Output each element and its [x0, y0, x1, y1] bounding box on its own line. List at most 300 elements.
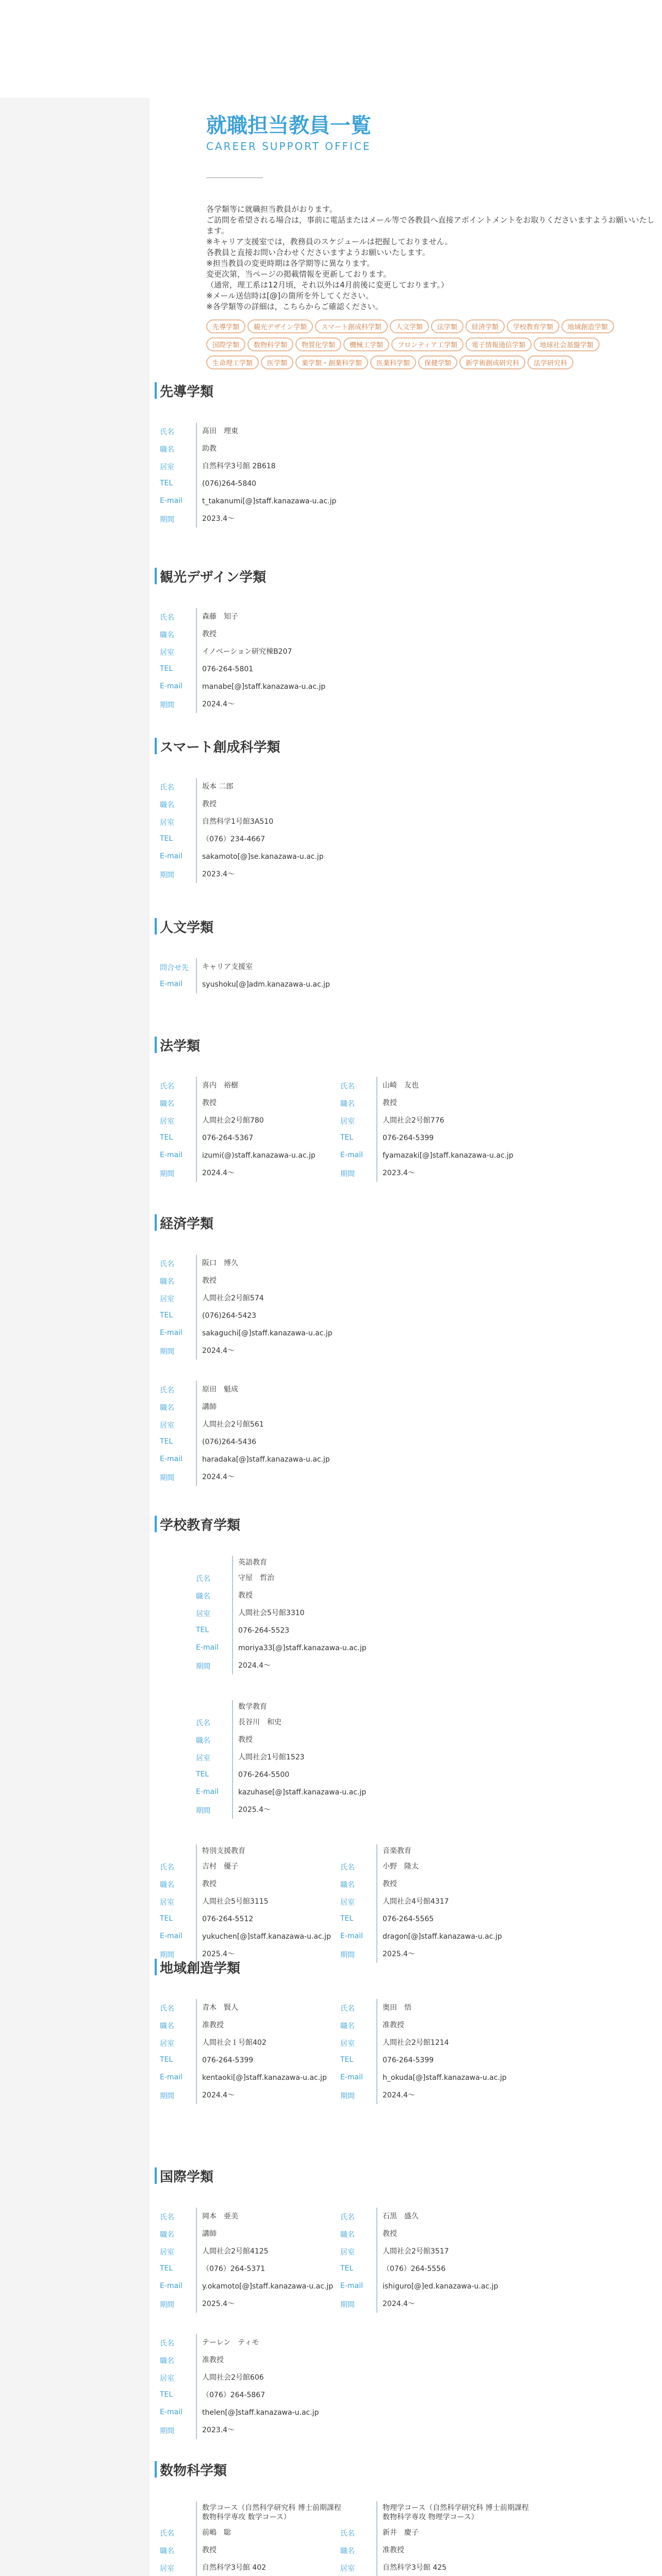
field-label: TEL — [160, 1133, 173, 1142]
title-value: 准教授 — [196, 2351, 351, 2369]
info-row — [160, 958, 351, 976]
period-value: 2023.4～ — [376, 1164, 531, 1182]
title-value: 准教授 — [376, 2541, 531, 2559]
department-tag-link[interactable]: 先導学類 — [206, 319, 245, 333]
email-value[interactable]: h_okuda[@]staff.kanazawa-u.ac.jp — [376, 2069, 531, 2087]
name-value: 髙田 理東 — [196, 422, 351, 440]
period-value: 2024.4～ — [196, 696, 351, 713]
email-value[interactable]: kazuhase[@]staff.kanazawa-u.ac.jp — [232, 1784, 387, 1801]
field-label: 期間 — [160, 1170, 174, 1178]
info-row — [196, 1657, 387, 1674]
teacher-card — [160, 2334, 351, 2439]
field-label: 氏名 — [160, 2213, 174, 2222]
field-label: 居室 — [160, 2565, 174, 2573]
info-row — [160, 2295, 351, 2313]
info-row — [160, 848, 351, 866]
tel-value: （076）264-5867 — [196, 2386, 351, 2404]
field-label: 氏名 — [196, 1719, 210, 1727]
info-row — [160, 493, 351, 510]
name-value: 長谷川 和史 — [232, 1714, 387, 1731]
field-label: 職名 — [196, 1737, 210, 1745]
email-value[interactable]: sakamoto[@]se.kanazawa-u.ac.jp — [196, 848, 351, 866]
name-value: テーレン ティモ — [196, 2334, 351, 2351]
name-value: 石黒 盛久 — [376, 2208, 531, 2225]
room-value: 人間社会4号館4317 — [376, 1893, 531, 1910]
field-label: 居室 — [196, 1610, 210, 1618]
teacher-card — [340, 2501, 531, 2576]
department-tag-link[interactable]: 経済学類 — [466, 319, 505, 333]
field-label: 居室 — [340, 2040, 355, 2048]
room-value: 人間社会5号館3310 — [232, 1604, 387, 1622]
info-row — [340, 2016, 531, 2034]
department-tag-link[interactable]: 数物科学類 — [247, 337, 293, 351]
field-label: 居室 — [196, 1754, 210, 1762]
info-row — [340, 1164, 531, 1182]
period-value: 2024.4～ — [376, 2295, 531, 2313]
title-value: 准教授 — [196, 2016, 351, 2034]
department-tag-link[interactable]: 物質化学類 — [295, 337, 341, 351]
field-label: TEL — [160, 2264, 173, 2273]
department-tag-link[interactable]: 地球社会基盤学類 — [534, 337, 600, 351]
field-label: 居室 — [160, 1295, 174, 1303]
info-row — [160, 696, 351, 713]
field-label: 職名 — [160, 1404, 174, 1412]
info-row — [160, 510, 351, 528]
intro-text — [206, 204, 662, 312]
info-row — [160, 2404, 351, 2421]
field-label: TEL — [160, 1914, 173, 1923]
section-title: 地域創造学類 — [155, 1958, 240, 1977]
field-label: E-mail — [160, 1151, 183, 1159]
field-label: 職名 — [160, 2547, 174, 2555]
field-label: 氏名 — [160, 1260, 174, 1268]
inquiry-value: キャリア支援室 — [196, 958, 351, 976]
field-label: 職名 — [340, 2022, 355, 2030]
info-row — [340, 1094, 531, 1112]
info-row — [160, 2421, 351, 2439]
top-left-header-area — [0, 0, 150, 98]
teacher-card — [340, 1999, 531, 2104]
room-value: 自然科学3号館 2B618 — [196, 457, 351, 475]
field-label: 居室 — [160, 1421, 174, 1430]
teacher-card — [340, 1077, 531, 1182]
field-label: 職名 — [160, 2022, 174, 2030]
info-row — [160, 1147, 351, 1164]
department-tag-link[interactable]: 保健学類 — [418, 355, 457, 369]
info-row — [196, 1749, 387, 1766]
department-tag-link[interactable]: 人文学類 — [390, 319, 429, 333]
field-label: E-mail — [160, 2408, 183, 2416]
department-tag-link[interactable]: 薬学類・創薬科学類 — [295, 355, 368, 369]
section-title: 経済学類 — [155, 1213, 213, 1232]
period-value: 2024.4～ — [196, 1164, 351, 1182]
info-row — [340, 1999, 531, 2016]
info-row — [340, 1858, 531, 1875]
period-value: 2024.4～ — [196, 2087, 351, 2104]
field-label: E-mail — [196, 1643, 219, 1652]
teacher-card — [340, 2208, 531, 2313]
field-label: 職名 — [160, 1100, 174, 1108]
department-tag-link[interactable]: 電子情報通信学類 — [466, 337, 532, 351]
field-label: 職名 — [160, 801, 174, 809]
info-row — [160, 2351, 351, 2369]
info-row — [160, 778, 351, 795]
info-row — [340, 2052, 531, 2069]
info-row — [160, 643, 351, 660]
period-value: 2024.4～ — [196, 1342, 351, 1360]
room-value: 自然科学3号館 425 — [376, 2559, 531, 2576]
info-row — [196, 1587, 387, 1604]
tel-value: 076-264-5367 — [196, 1129, 351, 1147]
field-label: E-mail — [340, 1932, 363, 1940]
field-label: 居室 — [160, 819, 174, 827]
info-row — [160, 440, 351, 457]
field-label: 期間 — [196, 1807, 210, 1815]
info-row — [160, 1129, 351, 1147]
field-label: 居室 — [160, 463, 174, 471]
department-tag-link[interactable]: 医学類 — [261, 355, 293, 369]
info-row — [160, 2225, 351, 2243]
field-label: 期間 — [160, 1348, 174, 1356]
name-value: 喜内 裕樹 — [196, 1077, 351, 1094]
page-title: 就職担当教員一覧 — [206, 114, 371, 138]
email-value[interactable]: izumi(@)staff.kanazawa-u.ac.jp — [196, 1147, 351, 1164]
field-label: TEL — [340, 1914, 354, 1923]
field-label: TEL — [340, 2056, 354, 2064]
info-row — [160, 1255, 351, 1272]
info-row — [160, 2541, 351, 2559]
field-label: TEL — [160, 2056, 173, 2064]
title-value: 教授 — [376, 1875, 531, 1893]
room-value: 人間社会5号館3115 — [196, 1893, 351, 1910]
email-value[interactable]: yukuchen[@]staff.kanazawa-u.ac.jp — [196, 1928, 351, 1945]
teacher-card — [196, 1556, 387, 1674]
title-value: 講師 — [196, 1398, 351, 1416]
info-row — [160, 1272, 351, 1290]
room-value: 人間社会2号館574 — [196, 1290, 351, 1307]
teacher-card — [196, 1700, 387, 1819]
title-value: 准教授 — [376, 2016, 531, 2034]
field-label: 期間 — [196, 1663, 210, 1671]
tel-value: 076-264-5500 — [232, 1766, 387, 1784]
field-label: 職名 — [160, 446, 174, 454]
teacher-card — [160, 422, 351, 528]
info-row — [160, 1451, 351, 1468]
info-row — [160, 1416, 351, 1433]
field-label: 居室 — [340, 1117, 355, 1126]
teacher-card — [160, 1255, 351, 1360]
email-value[interactable]: y.okamoto[@]staff.kanazawa-u.ac.jp — [196, 2278, 351, 2295]
field-label: 職名 — [160, 2357, 174, 2365]
email-value[interactable]: manabe[@]staff.kanazawa-u.ac.jp — [196, 678, 351, 696]
info-row — [340, 1910, 531, 1928]
info-row — [196, 1569, 387, 1587]
info-row — [340, 1928, 531, 1945]
info-row — [160, 1928, 351, 1945]
teacher-card — [160, 1844, 351, 1963]
info-row — [160, 2559, 351, 2576]
info-row — [340, 2069, 531, 2087]
course-note: 英語教育 — [232, 1556, 387, 1569]
period-value: 2024.4～ — [232, 1657, 387, 1674]
field-label: 期間 — [160, 516, 174, 524]
intro-line: 変更次第，当ページの掲載情報を更新しております。 — [206, 269, 391, 279]
course-note: 物理学コース（自然科学研究科 博士前期課程 数物科学専攻 物理学コース） — [376, 2501, 531, 2524]
teacher-card — [160, 1999, 351, 2104]
info-row — [160, 795, 351, 813]
field-label: E-mail — [160, 2073, 183, 2081]
email-value[interactable]: dragon[@]staff.kanazawa-u.ac.jp — [376, 1928, 531, 1945]
room-value: 人間社会2号館606 — [196, 2369, 351, 2386]
info-row — [340, 2541, 531, 2559]
info-row — [160, 457, 351, 475]
info-row — [160, 831, 351, 848]
info-row — [340, 2260, 531, 2278]
info-row — [340, 2559, 531, 2576]
info-row — [196, 1801, 387, 1819]
field-label: E-mail — [160, 2282, 183, 2290]
section-title: 学校教育学類 — [155, 1515, 240, 1534]
period-value: 2025.4～ — [232, 1801, 387, 1819]
name-value: 山崎 友也 — [376, 1077, 531, 1094]
field-label: 問合せ先 — [160, 964, 189, 972]
title-value: 教授 — [196, 1875, 351, 1893]
email-value[interactable]: moriya33[@]staff.kanazawa-u.ac.jp — [232, 1639, 387, 1657]
period-value: 2023.4～ — [196, 510, 351, 528]
info-row — [196, 1604, 387, 1622]
department-tag-link[interactable]: 法学研究科 — [527, 355, 573, 369]
intro-line: ※各学類等の詳細は，こちらからご確認ください。 — [206, 302, 383, 311]
info-row — [196, 1766, 387, 1784]
email-value[interactable]: haradaka[@]staff.kanazawa-u.ac.jp — [196, 1451, 351, 1468]
field-label: 居室 — [340, 1899, 355, 1907]
tel-value: （076）264-5371 — [196, 2260, 351, 2278]
title-value: 教授 — [196, 2541, 351, 2559]
email-value[interactable]: sakaguchi[@]staff.kanazawa-u.ac.jp — [196, 1325, 351, 1342]
section-title: 先導学類 — [155, 381, 213, 400]
info-row — [160, 2034, 351, 2052]
course-note: 数学コース（自然科学研究科 博士前期課程 数物科学専攻 数学コース） — [196, 2501, 351, 2524]
tel-value: （076）264-5556 — [376, 2260, 531, 2278]
intro-line: 各学類等に就職担当教員がおります。 — [206, 205, 337, 214]
field-label: 居室 — [340, 2248, 355, 2257]
field-label: E-mail — [160, 980, 183, 988]
info-row — [160, 2243, 351, 2260]
email-value[interactable]: kentaoki[@]staff.kanazawa-u.ac.jp — [196, 2069, 351, 2087]
field-label: 氏名 — [196, 1575, 210, 1583]
field-label: 期間 — [160, 2301, 174, 2309]
tel-value: （076）234-4667 — [196, 831, 351, 848]
section-title: 国際学類 — [155, 2166, 213, 2185]
info-row — [340, 2278, 531, 2295]
period-value: 2025.4～ — [376, 1945, 531, 1963]
title-value: 教授 — [376, 1094, 531, 1112]
field-label: E-mail — [160, 1455, 183, 1463]
intro-line: （通常，理工系は12月頃，それ以外は4月前後に変更しております。） — [206, 280, 449, 290]
period-value: 2023.4～ — [196, 866, 351, 883]
info-row — [340, 1875, 531, 1893]
field-label: 期間 — [340, 2301, 355, 2309]
field-label: 居室 — [160, 2248, 174, 2257]
room-value: 人間社会2号館780 — [196, 1112, 351, 1129]
intro-line: ※担当教員の変更時期は各学期等に異なります。 — [206, 259, 375, 268]
title-value: 教授 — [196, 625, 351, 643]
field-label: 期間 — [340, 1170, 355, 1178]
department-tag-list — [206, 319, 650, 374]
field-label: TEL — [196, 1770, 209, 1778]
email-value[interactable]: ishiguro[@]ed.kanazawa-u.ac.jp — [376, 2278, 531, 2295]
teacher-card — [160, 778, 351, 883]
room-value: 自然科学1号館3A510 — [196, 813, 351, 831]
info-row — [340, 1893, 531, 1910]
intro-line: ※メール送信時は[@]の箇所を外してください。 — [206, 291, 373, 300]
department-tag-link[interactable]: スマート創成科学類 — [315, 319, 388, 333]
name-value: 守屋 哲治 — [232, 1569, 387, 1587]
title-value: 教授 — [376, 2225, 531, 2243]
info-row — [160, 1875, 351, 1893]
field-label: 氏名 — [160, 1386, 174, 1395]
period-value: 2024.4～ — [196, 1468, 351, 1486]
field-label: 氏名 — [340, 2213, 355, 2222]
title-value: 教授 — [196, 1272, 351, 1290]
info-row — [160, 475, 351, 493]
title-value: 教授 — [196, 795, 351, 813]
info-row — [160, 1094, 351, 1112]
tel-value: 076-264-5399 — [376, 2052, 531, 2069]
info-row — [160, 2087, 351, 2104]
field-label: 職名 — [340, 2231, 355, 2239]
field-label: 職名 — [340, 2547, 355, 2555]
department-tag-link[interactable]: 観光デザイン学類 — [247, 319, 313, 333]
info-row — [160, 976, 351, 993]
department-tag-link[interactable]: 地域創造学類 — [561, 319, 614, 333]
info-row — [340, 2208, 531, 2225]
email-value[interactable]: thelen[@]staff.kanazawa-u.ac.jp — [196, 2404, 351, 2421]
field-label: 居室 — [160, 2375, 174, 2383]
info-row — [160, 625, 351, 643]
field-label: 氏名 — [340, 2005, 355, 2013]
page-subtitle: CAREER SUPPORT OFFICE — [206, 140, 371, 152]
field-label: 職名 — [160, 1278, 174, 1286]
period-value: 2025.4～ — [196, 1945, 351, 1963]
info-row — [160, 1381, 351, 1398]
info-row — [340, 2524, 531, 2541]
info-row — [160, 2278, 351, 2295]
room-value: 人間社会2号館776 — [376, 1112, 531, 1129]
email-value[interactable]: t_takanumi[@]staff.kanazawa-u.ac.jp — [196, 493, 351, 510]
field-label: TEL — [196, 1626, 209, 1634]
field-label: 職名 — [160, 631, 174, 639]
tel-value: 076-264-5565 — [376, 1910, 531, 1928]
info-row — [160, 1325, 351, 1342]
field-label: 期間 — [160, 2427, 174, 2435]
info-row — [340, 1112, 531, 1129]
info-row — [160, 1290, 351, 1307]
info-row — [340, 1945, 531, 1963]
department-tag-link[interactable]: 医薬科学類 — [370, 355, 416, 369]
field-label: 居室 — [160, 2040, 174, 2048]
info-row — [340, 2243, 531, 2260]
field-label: E-mail — [196, 1788, 219, 1796]
info-row — [160, 1999, 351, 2016]
department-tag-link[interactable]: 学校教育学類 — [507, 319, 559, 333]
info-row — [160, 2208, 351, 2225]
room-value: 人間社会2号館4125 — [196, 2243, 351, 2260]
title-divider — [206, 177, 263, 178]
info-row — [160, 422, 351, 440]
field-label: 職名 — [340, 1100, 355, 1108]
info-row — [160, 1468, 351, 1486]
field-label: 氏名 — [160, 428, 174, 436]
teacher-card — [160, 1381, 351, 1486]
field-label: 氏名 — [160, 1082, 174, 1091]
department-tag-link[interactable]: 機械工学類 — [343, 337, 389, 351]
period-value: 2023.4～ — [196, 2421, 351, 2439]
field-label: 居室 — [340, 2565, 355, 2573]
left-sidebar-band — [0, 0, 150, 2576]
course-note: 数学教育 — [232, 1700, 387, 1714]
room-value: 人間社会2号館1214 — [376, 2034, 531, 2052]
name-value: 前嶋 聡 — [196, 2524, 351, 2541]
section-title: スマート創成科学類 — [155, 737, 280, 756]
field-label: 氏名 — [160, 784, 174, 792]
name-value: 新井 慶子 — [376, 2524, 531, 2541]
title-value: 教授 — [232, 1731, 387, 1749]
info-row — [340, 1147, 531, 1164]
field-label: 職名 — [196, 1592, 210, 1601]
teacher-card — [160, 2501, 351, 2576]
room-value: 自然科学3号館 402 — [196, 2559, 351, 2576]
department-tag-link[interactable]: 新学術創成研究科 — [459, 355, 525, 369]
room-value: 人間社会１号館402 — [196, 2034, 351, 2052]
field-label: E-mail — [340, 2073, 363, 2081]
info-row — [160, 1910, 351, 1928]
email-value[interactable]: syushoku[@]adm.kanazawa-u.ac.jp — [196, 976, 351, 993]
info-row — [160, 2369, 351, 2386]
department-tag-link[interactable]: 法学類 — [431, 319, 464, 333]
field-label: 氏名 — [340, 2530, 355, 2538]
field-label: 職名 — [340, 1881, 355, 1889]
field-label: 期間 — [160, 871, 174, 879]
name-value: 坂本 二郎 — [196, 778, 351, 795]
teacher-card — [160, 2208, 351, 2313]
info-row — [160, 866, 351, 883]
contact-card — [160, 958, 351, 993]
field-label: 氏名 — [340, 1863, 355, 1872]
field-label: 氏名 — [160, 2530, 174, 2538]
name-value: 奥田 悟 — [376, 1999, 531, 2016]
info-row — [160, 678, 351, 696]
name-value: 青木 賢人 — [196, 1999, 351, 2016]
period-value: 2025.4～ — [196, 2295, 351, 2313]
department-tag-link[interactable]: フロンティア工学類 — [391, 337, 464, 351]
field-label: E-mail — [160, 682, 183, 690]
email-value[interactable]: fyamazaki[@]staff.kanazawa-u.ac.jp — [376, 1147, 531, 1164]
field-label: 居室 — [160, 1899, 174, 1907]
info-row — [160, 1342, 351, 1360]
field-label: 期間 — [340, 1951, 355, 1959]
info-row — [196, 1731, 387, 1749]
field-label: 氏名 — [340, 1082, 355, 1091]
department-tag-link[interactable]: 国際学類 — [206, 337, 245, 351]
info-row — [160, 1893, 351, 1910]
tel-value: 076-264-5399 — [376, 1129, 531, 1147]
course-note: 特別支援教育 — [196, 1844, 351, 1858]
tel-value: 076-264-5512 — [196, 1910, 351, 1928]
department-tag-link[interactable]: 生命理工学類 — [206, 355, 259, 369]
info-row — [160, 2069, 351, 2087]
field-label: E-mail — [160, 1329, 183, 1337]
